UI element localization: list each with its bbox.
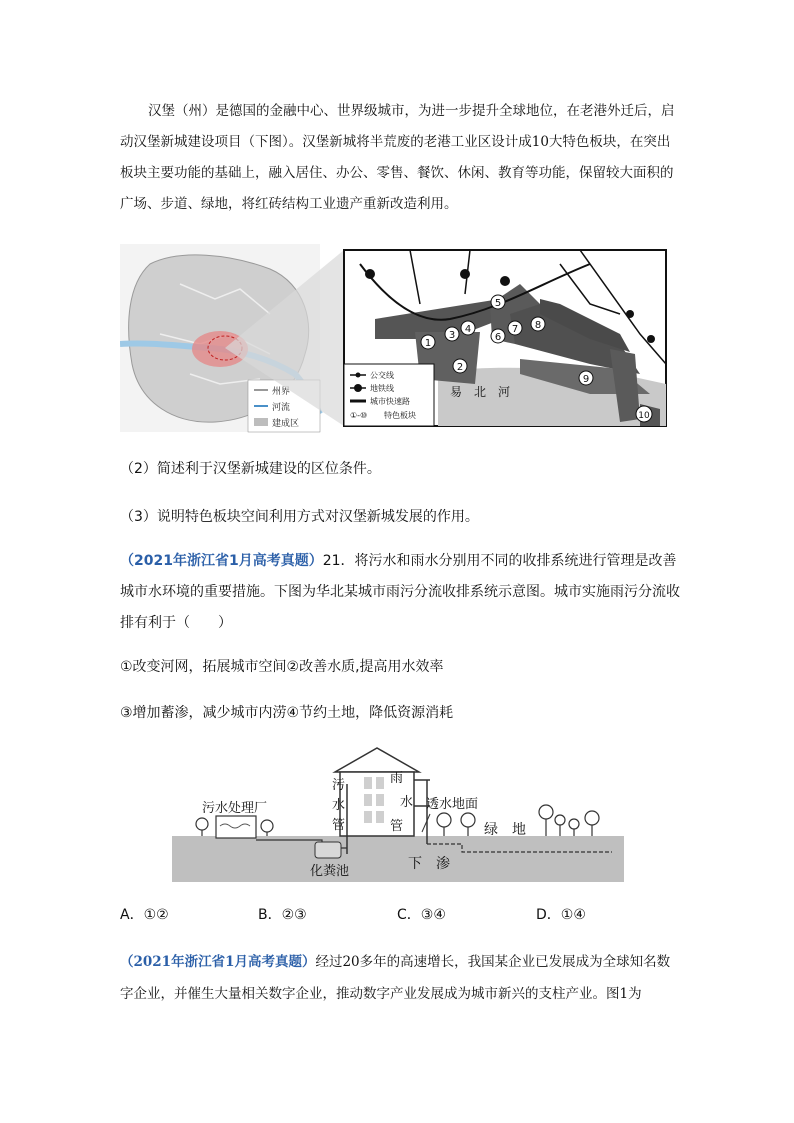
passage-3-source: （2021年浙江省1月高考真题） xyxy=(120,954,316,970)
hamburg-map-figure xyxy=(120,244,670,434)
rain-pipe-char-1: 雨 xyxy=(390,771,404,786)
block-10: 10 xyxy=(638,411,650,421)
legend-subway: 地铁线 xyxy=(370,384,394,393)
block-2: 2 xyxy=(456,362,464,373)
block-7: 7 xyxy=(511,324,519,335)
block-4: 4 xyxy=(464,324,472,335)
statement-2: ③增加蓄渗，减少城市内涝④节约土地，降低资源消耗 xyxy=(120,705,454,721)
sewage-plant-label: 污水处理厂 xyxy=(202,801,268,816)
sewage-pipe-char-3: 管 xyxy=(332,818,346,833)
passage-3-text: 经过20多年的高速增长，我国某企业已发展成为全球知名数字企业，并催生大量相关数字企业，推动数字产业发展成为城市新兴的支柱产业。图1为 xyxy=(120,954,671,1002)
block-1: 1 xyxy=(424,338,432,349)
option-a[interactable]: A．①② xyxy=(120,907,169,923)
legend-built-area: 建成区 xyxy=(272,419,300,429)
rain-sewage-diagram xyxy=(172,744,624,884)
option-d[interactable]: D．①④ xyxy=(536,907,586,923)
infiltration-label: 下 渗 xyxy=(408,856,450,872)
legend-block-range: ①-⑩ xyxy=(350,411,368,420)
legend-expressway: 城市快速路 xyxy=(370,397,410,406)
legend-blocks: 特色板块 xyxy=(384,411,416,420)
question-21-text: 21．将污水和雨水分别用不同的收排系统进行管理是改善城市水环境的重要措施。下图为华北某城市雨污分流收排系统示意图。城市实施雨污分流收排有利于（ ） xyxy=(120,553,680,631)
rain-pipe-char-2: 水 xyxy=(400,795,414,810)
option-b[interactable]: B．②③ xyxy=(258,907,307,923)
statement-1: ①改变河网，拓展城市空间②改善水质,提高用水效率 xyxy=(120,659,444,675)
question-3: （3）说明特色板块空间利用方式对汉堡新城发展的作用。 xyxy=(120,509,479,525)
detail-map xyxy=(344,250,666,426)
block-5: 5 xyxy=(494,298,502,309)
question-21-source: （2021年浙江省1月高考真题） xyxy=(120,553,323,569)
sewage-pipe-char-1: 污 xyxy=(332,778,346,793)
intro-passage: 汉堡（州）是德国的金融中心、世界级城市，为进一步提升全球地位，在老港外迁后，启动汉堡新城建设项目（下图）。汉堡新城将半荒废的老港工业区设计成10大特色板块，在突出板块主要功能的基础上，融入居住、办公、零售、餐饮、休闲、教育等功能，保留较大面积的广场、步道、绿地，将红砖结构工业遗产重新改造利用。 xyxy=(120,103,675,212)
permeable-ground-label: 透水地面 xyxy=(426,797,479,812)
passage-3 xyxy=(120,946,680,1010)
block-3: 3 xyxy=(448,330,456,341)
block-8: 8 xyxy=(534,320,542,331)
block-9: 9 xyxy=(582,374,590,385)
legend-state-border: 州界 xyxy=(272,387,291,397)
option-c[interactable]: C．③④ xyxy=(397,907,446,923)
elbe-river-label: 易 北 河 xyxy=(450,385,511,399)
rain-pipe-char-3: 管 xyxy=(390,819,404,834)
question-2: （2）简述利于汉堡新城建设的区位条件。 xyxy=(120,461,381,477)
block-6: 6 xyxy=(494,332,502,343)
legend-bus: 公交线 xyxy=(370,371,394,380)
sewage-pipe-char-2: 水 xyxy=(332,798,346,813)
septic-tank-label: 化粪池 xyxy=(310,864,350,879)
legend-river: 河流 xyxy=(272,403,291,413)
question-21 xyxy=(120,546,680,639)
green-space-label: 绿 地 xyxy=(484,822,526,838)
